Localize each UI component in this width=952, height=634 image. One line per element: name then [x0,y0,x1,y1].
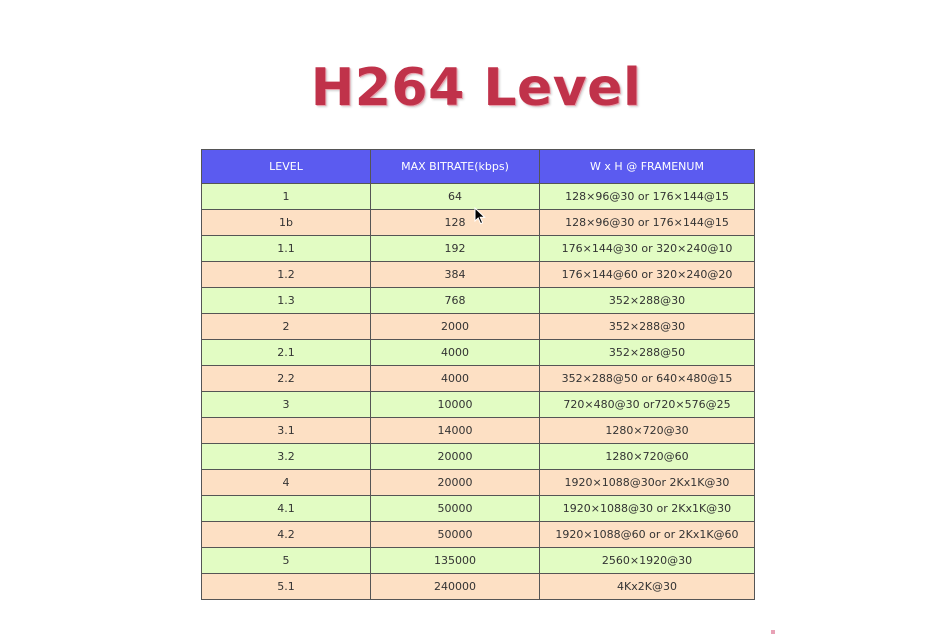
table-row [202,574,755,600]
table-row [202,496,755,522]
cell-resolution: 352×288@30 [540,288,755,314]
cell-resolution: 1920×1088@30or 2Kx1K@30 [540,470,755,496]
cell-level: 5 [202,548,371,574]
cell-level: 5.1 [202,574,371,600]
decorative-dot [771,630,775,634]
cell-max-bitrate: 768 [371,288,540,314]
cell-level: 4.2 [202,522,371,548]
page-title: H264 Level [310,58,642,118]
table-row [202,548,755,574]
cell-resolution: 1920×1088@60 or or 2Kx1K@60 [540,522,755,548]
cell-resolution: 176×144@30 or 320×240@10 [540,236,755,262]
cell-level: 2 [202,314,371,340]
table-row [202,522,755,548]
table-row [202,366,755,392]
table-row [202,184,755,210]
cell-max-bitrate: 20000 [371,444,540,470]
cell-resolution: 352×288@50 or 640×480@15 [540,366,755,392]
cell-max-bitrate: 384 [371,262,540,288]
cell-level: 4 [202,470,371,496]
table-body [202,184,755,600]
cell-resolution: 352×288@50 [540,340,755,366]
cell-max-bitrate: 20000 [371,470,540,496]
cell-resolution: 1280×720@30 [540,418,755,444]
cell-resolution: 2560×1920@30 [540,548,755,574]
cell-level: 1.1 [202,236,371,262]
cell-resolution: 4Kx2K@30 [540,574,755,600]
table-row [202,236,755,262]
cell-max-bitrate: 4000 [371,340,540,366]
cell-resolution: 128×96@30 or 176×144@15 [540,210,755,236]
cell-max-bitrate: 192 [371,236,540,262]
cell-level: 1.2 [202,262,371,288]
cell-level: 3.2 [202,444,371,470]
cell-max-bitrate: 128 [371,210,540,236]
table-row [202,444,755,470]
column-header-max-bitrate: MAX BITRATE(kbps) [371,150,540,184]
cell-level: 4.1 [202,496,371,522]
cell-max-bitrate: 50000 [371,522,540,548]
cell-resolution: 1920×1088@30 or 2Kx1K@30 [540,496,755,522]
cell-max-bitrate: 240000 [371,574,540,600]
column-header-resolution: W x H @ FRAMENUM [540,150,755,184]
cell-level: 3 [202,392,371,418]
cell-max-bitrate: 14000 [371,418,540,444]
cell-level: 2.1 [202,340,371,366]
cell-max-bitrate: 135000 [371,548,540,574]
cell-resolution: 1280×720@60 [540,444,755,470]
cell-level: 2.2 [202,366,371,392]
table-row [202,340,755,366]
table-row [202,392,755,418]
cell-max-bitrate: 2000 [371,314,540,340]
cell-level: 1.3 [202,288,371,314]
cell-level: 3.1 [202,418,371,444]
cell-resolution: 352×288@30 [540,314,755,340]
column-header-level: LEVEL [202,150,371,184]
table-row [202,418,755,444]
table-row [202,470,755,496]
table-header-row [202,150,755,184]
cell-max-bitrate: 50000 [371,496,540,522]
table-row [202,314,755,340]
mouse-pointer-icon [474,207,486,225]
cell-level: 1 [202,184,371,210]
cell-max-bitrate: 64 [371,184,540,210]
cell-resolution: 128×96@30 or 176×144@15 [540,184,755,210]
cell-resolution: 176×144@60 or 320×240@20 [540,262,755,288]
cell-max-bitrate: 4000 [371,366,540,392]
cell-max-bitrate: 10000 [371,392,540,418]
table-row [202,262,755,288]
table-row [202,288,755,314]
cell-level: 1b [202,210,371,236]
cell-resolution: 720×480@30 or720×576@25 [540,392,755,418]
